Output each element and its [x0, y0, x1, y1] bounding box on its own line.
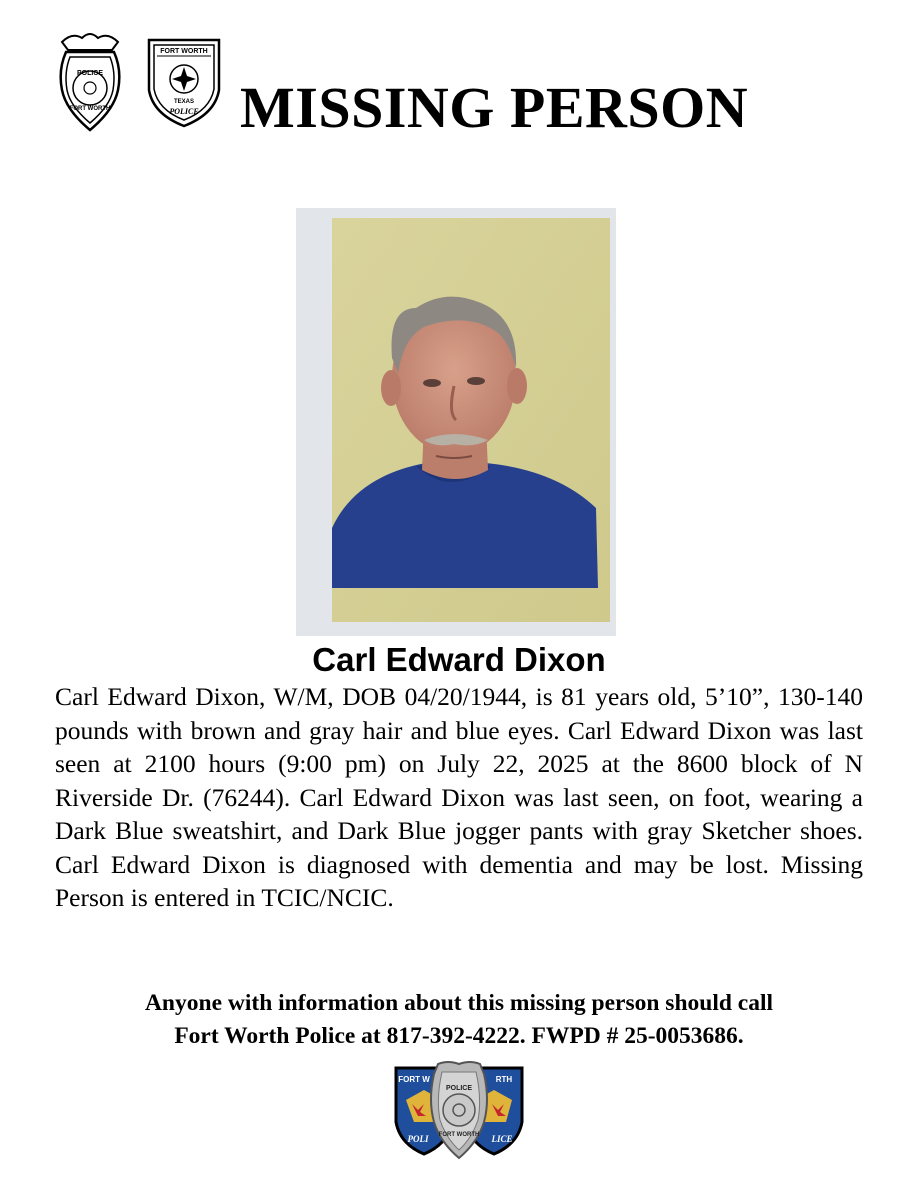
person-description: Carl Edward Dixon, W/M, DOB 04/20/1944, is 81 years old, 5’10”, 130-140 pounds with brown and gray hair and blue eyes. Carl Edward Dixon was last seen at 2100 hours (9:00 pm) on July 22, 2025 at the 8600 block of N Riverside Dr. (76244). Carl Edward Dixon was last seen, on foot, wearing a Dark Blue sweatshirt, and Dark Blue jogger pants with gray Sketcher shoes. Carl Edward Dixon is diagnosed with dementia and may be lost. Missing Person is entered in TCIC/NCIC.	[55, 682, 863, 912]
page-title: MISSING PERSON	[240, 75, 749, 140]
patch-bottom-right-text: LICE	[491, 1134, 513, 1144]
person-name: Carl Edward Dixon	[312, 641, 606, 678]
badge-right-top-text: FORT WORTH	[160, 48, 208, 55]
police-badge-icon	[52, 30, 128, 134]
fort-worth-police-patch-icon	[143, 34, 225, 130]
contact-line-1: Anyone with information about this missing person should call	[144, 990, 774, 1016]
badge-left-top-text: POLICE	[76, 70, 104, 77]
badge-left-bottom-text: FORT WORTH	[69, 106, 111, 112]
patch-bottom-left-text: POLI	[407, 1134, 429, 1144]
contact-instructions	[30, 987, 888, 1053]
badge-right-mid-text: TEXAS	[173, 99, 195, 105]
contact-line-2: Fort Worth Police at 817-392-4222. FWPD # 25-0053686.	[174, 1023, 744, 1049]
center-badge-bottom-text: FORT WORTH	[438, 1132, 480, 1138]
missing-person-photo	[296, 208, 616, 636]
patch-left-text: FORT W	[398, 1075, 430, 1084]
patch-right-text: RTH	[495, 1075, 513, 1084]
center-badge-top-text: POLICE	[445, 1085, 473, 1092]
fort-worth-police-color-patch-icon	[392, 1060, 526, 1160]
badge-right-bottom-text: POLICE	[169, 107, 199, 116]
